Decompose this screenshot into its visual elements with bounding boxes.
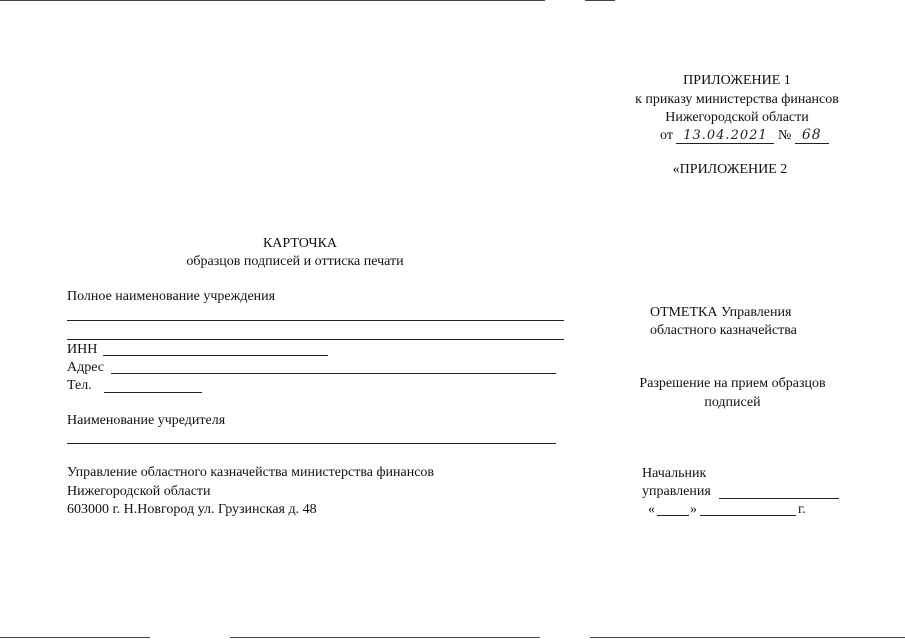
full-name-line-2 (67, 339, 564, 340)
inn-line (103, 355, 328, 356)
number-prefix: № (777, 128, 792, 143)
phone-line (104, 392, 202, 393)
mark-line-2: областного казначейства (650, 323, 797, 338)
scan-edge-top-right (585, 0, 615, 1)
permission-line-2: подписей (704, 395, 761, 410)
scan-edge-bottom-mid (230, 637, 540, 638)
date-handwritten: 13.04.2021 (676, 128, 774, 144)
year-suffix: г. (798, 502, 806, 517)
appendix2-title: «ПРИЛОЖЕНИЕ 2 (672, 162, 788, 177)
appendix-date-line (660, 127, 829, 144)
month-line (700, 515, 796, 516)
date-quote-close: » (690, 502, 697, 517)
address-label: Адрес (67, 360, 105, 375)
appendix-region-line: Нижегородской области (665, 110, 809, 125)
mark-line-1: ОТМЕТКА Управления (650, 305, 792, 320)
full-name-label: Полное наименование учреждения (67, 289, 276, 304)
card-subtitle: образцов подписей и оттиска печати (186, 254, 404, 269)
founder-line (67, 443, 556, 444)
permission-line-1: Разрешение на прием образцов (639, 376, 826, 391)
card-title: КАРТОЧКА (262, 236, 338, 251)
appendix-order-line: к приказу министерства финансов (635, 92, 839, 107)
treasury-line-3: 603000 г. Н.Новгород ул. Грузинская д. 48 (67, 502, 317, 517)
scan-edge-bottom (0, 637, 150, 638)
full-name-line-1 (67, 320, 564, 321)
founder-label: Наименование учредителя (67, 413, 226, 428)
address-line (111, 373, 556, 374)
treasury-line-2: Нижегородской области (67, 484, 211, 499)
inn-label: ИНН (67, 342, 98, 357)
department-label: управления (642, 484, 711, 499)
date-prefix: от (660, 128, 673, 143)
treasury-line-1: Управление областного казначейства министерства финансов (67, 465, 435, 480)
head-label: Начальник (642, 466, 707, 481)
appendix-title: ПРИЛОЖЕНИЕ 1 (683, 73, 791, 88)
day-line (657, 515, 689, 516)
signature-line (719, 498, 839, 499)
scan-edge-top (0, 0, 545, 1)
number-handwritten: 68 (795, 127, 829, 144)
phone-label: Тел. (67, 378, 92, 393)
date-quote-open: « (648, 502, 655, 517)
scan-edge-bottom-right (590, 637, 905, 638)
